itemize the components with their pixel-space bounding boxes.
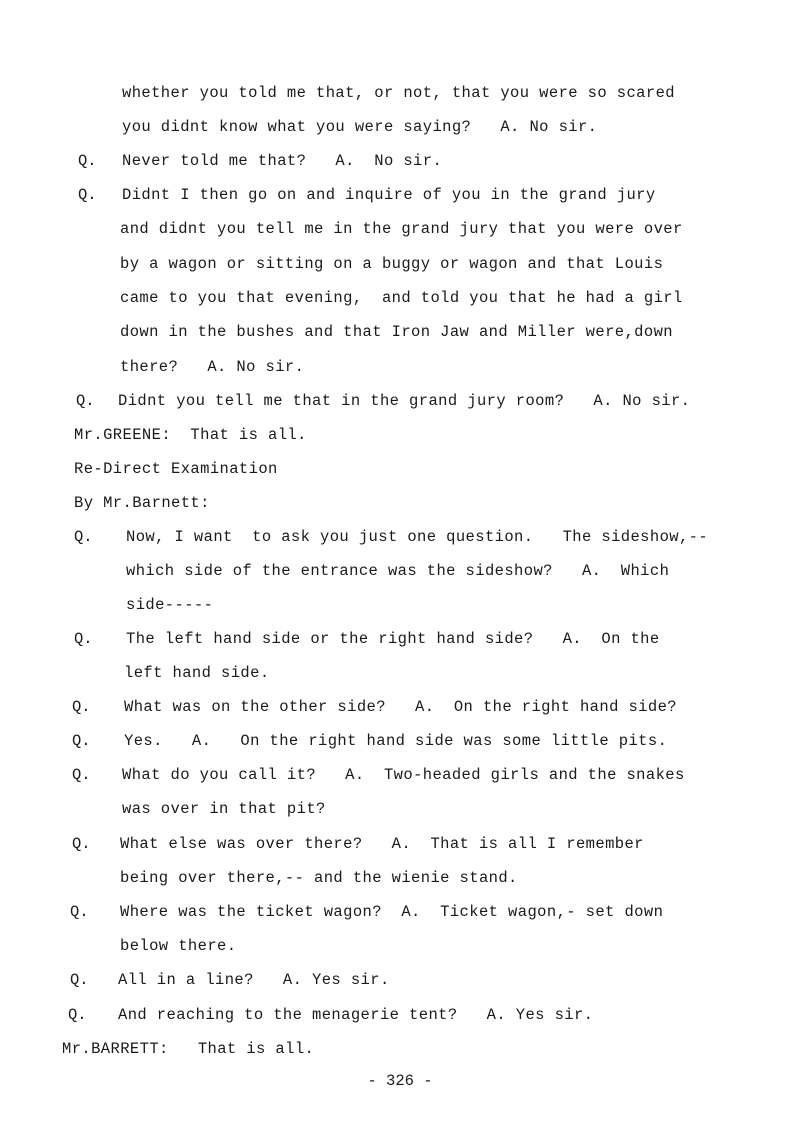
section-heading: Re-Direct Examination <box>74 460 278 478</box>
page-number: - 326 - <box>367 1072 433 1090</box>
speaker-line: Mr.BARRETT: That is all. <box>62 1040 315 1058</box>
transcript-line: and didnt you tell me in the grand jury that you were over <box>120 220 683 238</box>
question-label: Q. <box>74 528 93 546</box>
transcript-line: was over in that pit? <box>122 800 326 818</box>
transcript-line: Didnt you tell me that in the grand jury room? A. No sir. <box>118 392 691 410</box>
transcript-line: All in a line? A. Yes sir. <box>118 971 390 989</box>
question-label: Q. <box>70 903 89 921</box>
transcript-line: side----- <box>126 596 214 614</box>
transcript-line: came to you that evening, and told you that he had a girl <box>120 289 683 307</box>
transcript-line: below there. <box>120 937 237 955</box>
transcript-line: Where was the ticket wagon? A. Ticket wagon,- set down <box>120 903 664 921</box>
transcript-line: And reaching to the menagerie tent? A. Yes sir. <box>118 1006 594 1024</box>
transcript-line: Didnt I then go on and inquire of you in the grand jury <box>122 186 656 204</box>
transcript-line: Now, I want to ask you just one question. The sideshow,-- <box>126 528 709 546</box>
question-label: Q. <box>78 186 97 204</box>
question-label: Q. <box>72 698 91 716</box>
transcript-line: there? A. No sir. <box>120 358 305 376</box>
question-label: Q. <box>70 971 89 989</box>
transcript-line: you didnt know what you were saying? A. No sir. <box>122 118 598 136</box>
question-label: Q. <box>74 630 93 648</box>
transcript-line: which side of the entrance was the sideshow? A. Which <box>126 562 670 580</box>
examiner-line: By Mr.Barnett: <box>74 494 210 512</box>
question-label: Q. <box>68 1006 87 1024</box>
transcript-line: by a wagon or sitting on a buggy or wagon and that Louis <box>120 255 664 273</box>
transcript-line: left hand side. <box>124 664 270 682</box>
transcript-line: down in the bushes and that Iron Jaw and Miller were,down <box>120 323 673 341</box>
transcript-line: whether you told me that, or not, that you were so scared <box>122 84 675 102</box>
transcript-line: What do you call it? A. Two-headed girls and the snakes <box>122 766 685 784</box>
transcript-line: Never told me that? A. No sir. <box>122 152 443 170</box>
speaker-line: Mr.GREENE: That is all. <box>74 426 307 444</box>
transcript-line: What was on the other side? A. On the right hand side? <box>124 698 677 716</box>
question-label: Q. <box>72 835 91 853</box>
transcript-line: being over there,-- and the wienie stand. <box>120 869 518 887</box>
question-label: Q. <box>72 766 91 784</box>
transcript-line: The left hand side or the right hand side? A. On the <box>126 630 660 648</box>
question-label: Q. <box>76 392 95 410</box>
transcript-line: Yes. A. On the right hand side was some little pits. <box>124 732 668 750</box>
question-label: Q. <box>72 732 91 750</box>
transcript-line: What else was over there? A. That is all I remember <box>120 835 644 853</box>
question-label: Q. <box>78 152 97 170</box>
